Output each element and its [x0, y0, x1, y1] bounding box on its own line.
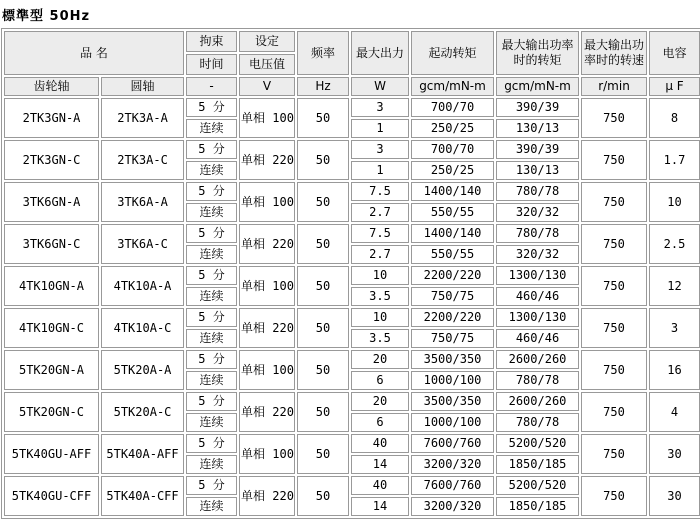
cell-capacitance: 12 [649, 266, 700, 306]
cell-start-torque-1: 2200/220 [411, 308, 494, 327]
cell-voltage: 单相 100 [239, 98, 295, 138]
cell-watt-2: 1 [351, 161, 409, 180]
header-capacitance: 电容 [649, 31, 700, 75]
cell-watt-1: 20 [351, 350, 409, 369]
cell-voltage: 单相 100 [239, 434, 295, 474]
unit-frequency: Hz [297, 77, 349, 96]
cell-capacitance: 8 [649, 98, 700, 138]
cell-time-continuous: 连续 [186, 371, 237, 390]
cell-start-torque-2: 550/55 [411, 203, 494, 222]
cell-time-5min: 5 分 [186, 140, 237, 159]
cell-start-torque-2: 550/55 [411, 245, 494, 264]
cell-frequency: 50 [297, 392, 349, 432]
cell-max-torque-1: 1300/130 [496, 308, 579, 327]
cell-max-torque-1: 2600/260 [496, 350, 579, 369]
cell-start-torque-2: 1000/100 [411, 413, 494, 432]
cell-max-torque-2: 320/32 [496, 245, 579, 264]
cell-voltage: 单相 220 [239, 476, 295, 516]
cell-frequency: 50 [297, 434, 349, 474]
header-max-power-speed-line1: 最大输出功 [584, 38, 645, 52]
cell-watt-1: 10 [351, 266, 409, 285]
cell-speed: 750 [581, 476, 647, 516]
cell-max-torque-2: 130/13 [496, 161, 579, 180]
cell-start-torque-1: 1400/140 [411, 182, 494, 201]
cell-watt-2: 3.5 [351, 329, 409, 348]
cell-voltage: 单相 100 [239, 350, 295, 390]
cell-speed: 750 [581, 350, 647, 390]
header-max-output: 最大出力 [351, 31, 409, 75]
cell-voltage: 单相 220 [239, 308, 295, 348]
header-max-power-torque-line2: 时的转矩 [513, 53, 562, 67]
unit-start-torque: gcm/mN-m [411, 77, 494, 96]
cell-gear-model: 5TK20GN-A [4, 350, 99, 390]
unit-capacitance: μ F [649, 77, 700, 96]
cell-speed: 750 [581, 434, 647, 474]
cell-time-continuous: 连续 [186, 413, 237, 432]
cell-voltage: 单相 220 [239, 392, 295, 432]
cell-gear-model: 5TK40GU-CFF [4, 476, 99, 516]
cell-watt-2: 6 [351, 371, 409, 390]
unit-gear-shaft: 齿轮轴 [4, 77, 99, 96]
cell-round-model: 4TK10A-C [101, 308, 184, 348]
cell-max-torque-2: 130/13 [496, 119, 579, 138]
cell-capacitance: 10 [649, 182, 700, 222]
cell-watt-2: 2.7 [351, 245, 409, 264]
cell-time-continuous: 连续 [186, 329, 237, 348]
cell-max-torque-2: 460/46 [496, 329, 579, 348]
cell-time-continuous: 连续 [186, 497, 237, 516]
product-row-sub1 [4, 140, 700, 159]
cell-frequency: 50 [297, 308, 349, 348]
header-row-1 [4, 31, 700, 52]
header-max-power-speed-line2: 率时的转速 [584, 53, 645, 67]
product-row-sub1 [4, 308, 700, 327]
cell-speed: 750 [581, 308, 647, 348]
cell-watt-2: 2.7 [351, 203, 409, 222]
cell-start-torque-1: 3500/350 [411, 392, 494, 411]
cell-max-torque-1: 780/78 [496, 182, 579, 201]
cell-max-torque-1: 390/39 [496, 98, 579, 117]
header-setting: 设定 [239, 31, 295, 52]
cell-max-torque-1: 780/78 [496, 224, 579, 243]
header-start-torque: 起动转矩 [411, 31, 494, 75]
unit-time: - [186, 77, 237, 96]
cell-time-5min: 5 分 [186, 224, 237, 243]
cell-watt-2: 3.5 [351, 287, 409, 306]
cell-start-torque-1: 7600/760 [411, 434, 494, 453]
cell-watt-2: 6 [351, 413, 409, 432]
cell-max-torque-1: 2600/260 [496, 392, 579, 411]
cell-start-torque-1: 1400/140 [411, 224, 494, 243]
cell-watt-1: 20 [351, 392, 409, 411]
cell-max-torque-2: 1850/185 [496, 497, 579, 516]
cell-speed: 750 [581, 182, 647, 222]
product-row-sub1 [4, 182, 700, 201]
cell-time-continuous: 连续 [186, 119, 237, 138]
cell-watt-1: 40 [351, 434, 409, 453]
cell-time-5min: 5 分 [186, 350, 237, 369]
cell-max-torque-2: 320/32 [496, 203, 579, 222]
cell-time-continuous: 连续 [186, 287, 237, 306]
cell-start-torque-2: 1000/100 [411, 371, 494, 390]
cell-round-model: 3TK6A-A [101, 182, 184, 222]
cell-gear-model: 4TK10GN-A [4, 266, 99, 306]
cell-round-model: 2TK3A-A [101, 98, 184, 138]
unit-round-shaft: 圆轴 [101, 77, 184, 96]
cell-max-torque-1: 1300/130 [496, 266, 579, 285]
product-row-sub1 [4, 266, 700, 285]
cell-capacitance: 30 [649, 476, 700, 516]
cell-time-continuous: 连续 [186, 455, 237, 474]
cell-voltage: 单相 220 [239, 140, 295, 180]
cell-capacitance: 30 [649, 434, 700, 474]
cell-gear-model: 3TK6GN-C [4, 224, 99, 264]
cell-frequency: 50 [297, 98, 349, 138]
cell-voltage: 单相 100 [239, 266, 295, 306]
cell-frequency: 50 [297, 224, 349, 264]
cell-round-model: 5TK20A-A [101, 350, 184, 390]
header-max-power-torque-line1: 最大输出功率 [501, 38, 574, 52]
cell-time-5min: 5 分 [186, 434, 237, 453]
cell-gear-model: 2TK3GN-A [4, 98, 99, 138]
cell-start-torque-2: 250/25 [411, 161, 494, 180]
cell-start-torque-1: 7600/760 [411, 476, 494, 495]
product-row-sub1 [4, 476, 700, 495]
cell-frequency: 50 [297, 476, 349, 516]
cell-round-model: 5TK40A-CFF [101, 476, 184, 516]
unit-max-torque: gcm/mN-m [496, 77, 579, 96]
cell-frequency: 50 [297, 140, 349, 180]
product-row-sub1 [4, 434, 700, 453]
cell-watt-1: 3 [351, 98, 409, 117]
cell-watt-2: 14 [351, 497, 409, 516]
cell-speed: 750 [581, 224, 647, 264]
cell-start-torque-2: 250/25 [411, 119, 494, 138]
cell-speed: 750 [581, 266, 647, 306]
cell-watt-1: 3 [351, 140, 409, 159]
cell-gear-model: 5TK20GN-C [4, 392, 99, 432]
cell-gear-model: 3TK6GN-A [4, 182, 99, 222]
cell-start-torque-2: 750/75 [411, 287, 494, 306]
cell-frequency: 50 [297, 266, 349, 306]
product-row-sub1 [4, 224, 700, 243]
page-title: 標準型 50Hz [2, 9, 91, 24]
cell-capacitance: 4 [649, 392, 700, 432]
cell-max-torque-2: 780/78 [496, 371, 579, 390]
product-row-sub1 [4, 392, 700, 411]
spec-table [1, 28, 700, 519]
cell-round-model: 2TK3A-C [101, 140, 184, 180]
cell-time-5min: 5 分 [186, 266, 237, 285]
cell-gear-model: 2TK3GN-C [4, 140, 99, 180]
unit-speed: r/min [581, 77, 647, 96]
cell-time-5min: 5 分 [186, 308, 237, 327]
cell-watt-2: 1 [351, 119, 409, 138]
product-row-sub1 [4, 350, 700, 369]
header-constraint: 拘束 [186, 31, 237, 52]
cell-speed: 750 [581, 98, 647, 138]
cell-time-5min: 5 分 [186, 182, 237, 201]
cell-gear-model: 4TK10GN-C [4, 308, 99, 348]
cell-round-model: 3TK6A-C [101, 224, 184, 264]
cell-watt-2: 14 [351, 455, 409, 474]
cell-speed: 750 [581, 392, 647, 432]
cell-start-torque-2: 3200/320 [411, 497, 494, 516]
cell-start-torque-2: 3200/320 [411, 455, 494, 474]
header-frequency: 频率 [297, 31, 349, 75]
cell-time-5min: 5 分 [186, 392, 237, 411]
cell-max-torque-1: 5200/520 [496, 476, 579, 495]
cell-round-model: 4TK10A-A [101, 266, 184, 306]
cell-frequency: 50 [297, 182, 349, 222]
cell-max-torque-2: 1850/185 [496, 455, 579, 474]
cell-watt-1: 10 [351, 308, 409, 327]
cell-max-torque-2: 780/78 [496, 413, 579, 432]
cell-round-model: 5TK40A-AFF [101, 434, 184, 474]
cell-gear-model: 5TK40GU-AFF [4, 434, 99, 474]
cell-watt-1: 7.5 [351, 224, 409, 243]
cell-start-torque-1: 2200/220 [411, 266, 494, 285]
cell-time-5min: 5 分 [186, 98, 237, 117]
cell-start-torque-1: 700/70 [411, 140, 494, 159]
cell-max-torque-1: 5200/520 [496, 434, 579, 453]
cell-speed: 750 [581, 140, 647, 180]
cell-capacitance: 16 [649, 350, 700, 390]
product-row-sub1 [4, 98, 700, 117]
cell-time-continuous: 连续 [186, 203, 237, 222]
cell-max-torque-2: 460/46 [496, 287, 579, 306]
cell-frequency: 50 [297, 350, 349, 390]
cell-voltage: 单相 100 [239, 182, 295, 222]
cell-round-model: 5TK20A-C [101, 392, 184, 432]
header-product-name: 品 名 [4, 31, 184, 75]
cell-time-5min: 5 分 [186, 476, 237, 495]
unit-watt: W [351, 77, 409, 96]
cell-start-torque-1: 700/70 [411, 98, 494, 117]
cell-watt-1: 40 [351, 476, 409, 495]
cell-max-torque-1: 390/39 [496, 140, 579, 159]
cell-time-continuous: 连续 [186, 245, 237, 264]
cell-voltage: 单相 220 [239, 224, 295, 264]
header-voltage-value: 电压值 [239, 54, 295, 75]
header-max-power-torque [496, 31, 579, 75]
cell-capacitance: 1.7 [649, 140, 700, 180]
unit-voltage: V [239, 77, 295, 96]
cell-start-torque-2: 750/75 [411, 329, 494, 348]
cell-capacitance: 2.5 [649, 224, 700, 264]
cell-time-continuous: 连续 [186, 161, 237, 180]
cell-start-torque-1: 3500/350 [411, 350, 494, 369]
unit-row [4, 77, 700, 96]
cell-watt-1: 7.5 [351, 182, 409, 201]
cell-capacitance: 3 [649, 308, 700, 348]
header-max-power-speed [581, 31, 647, 75]
header-time: 时间 [186, 54, 237, 75]
